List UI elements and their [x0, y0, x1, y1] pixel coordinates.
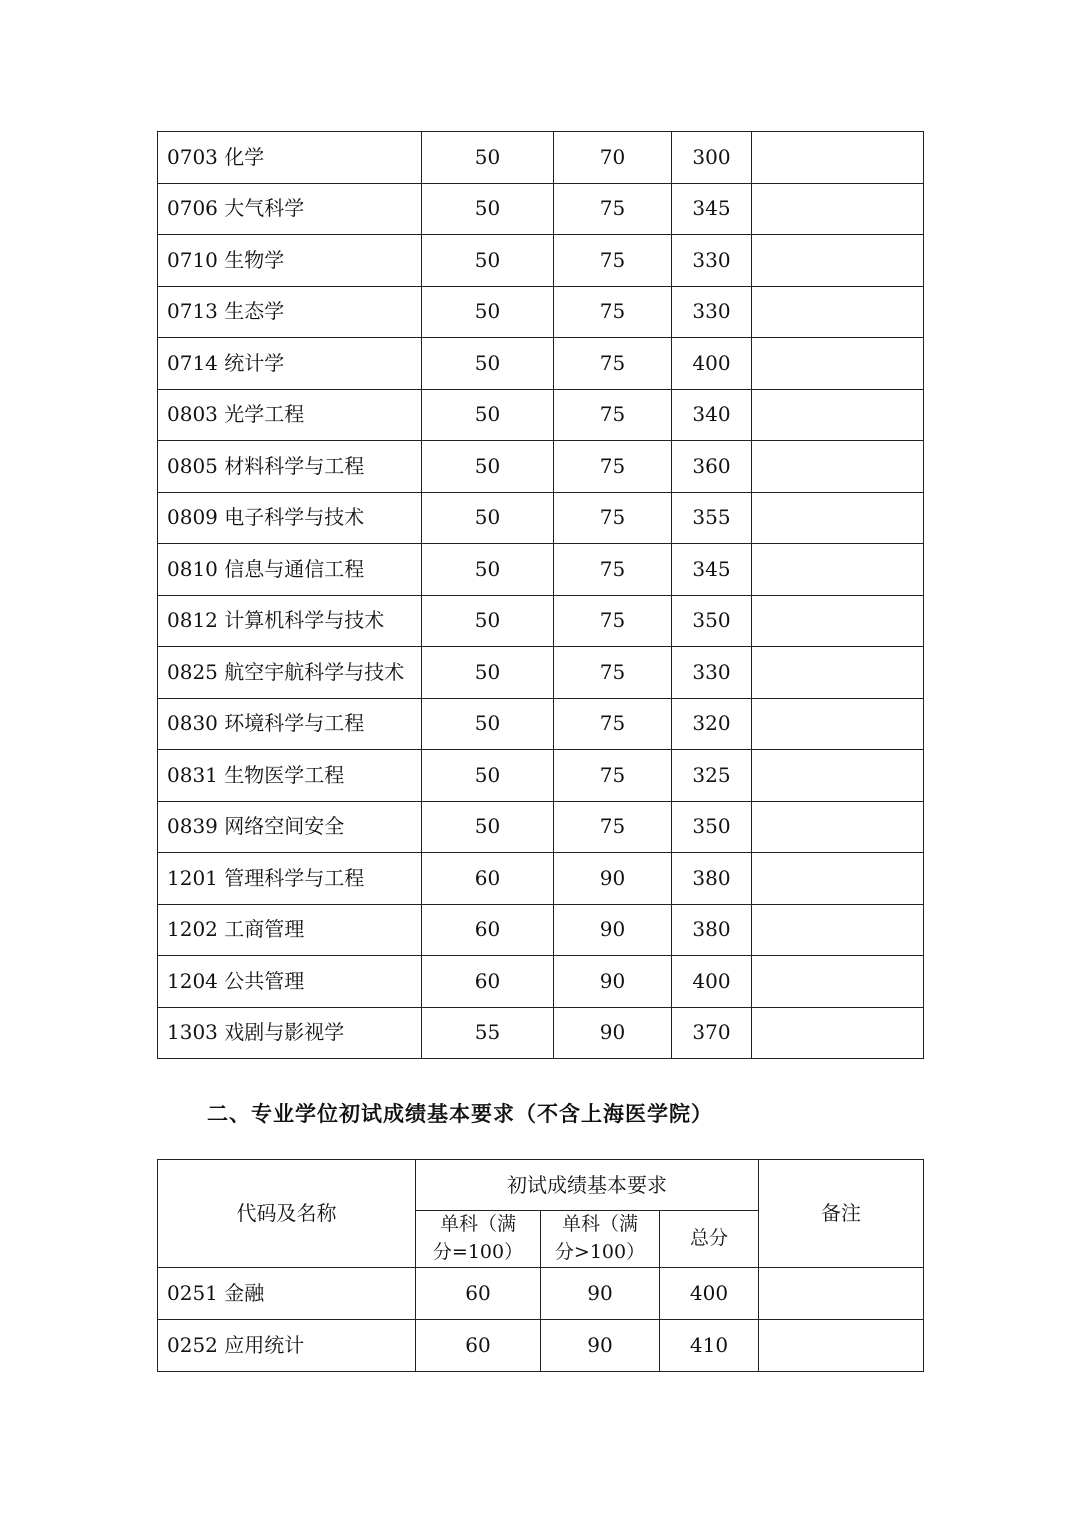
cell-name: 0710 生物学 [158, 235, 422, 287]
professional-degree-section-heading: 二、专业学位初试成绩基本要求（不含上海医学院） [207, 1101, 713, 1126]
cell-name: 0805 材料科学与工程 [158, 441, 422, 493]
cell-single-gt100: 75 [554, 183, 672, 235]
cell-single-100: 60 [416, 1320, 541, 1372]
header-single-gt100-line2: 分>100） [554, 1241, 646, 1263]
cell-single-gt100: 75 [554, 441, 672, 493]
cell-single-gt100: 90 [541, 1320, 660, 1372]
cell-single-gt100: 75 [554, 750, 672, 802]
cell-name: 1201 管理科学与工程 [158, 853, 422, 905]
cell-single-100: 50 [422, 544, 554, 596]
cell-total: 345 [672, 544, 752, 596]
cell-name: 1303 戏剧与影视学 [158, 1007, 422, 1059]
cell-note [752, 544, 924, 596]
cell-single-100: 50 [422, 235, 554, 287]
table-row [158, 544, 924, 596]
cell-total: 380 [672, 853, 752, 905]
cell-total: 370 [672, 1007, 752, 1059]
header-single-100-line2: 分=100） [432, 1241, 524, 1263]
cell-name: 0706 大气科学 [158, 183, 422, 235]
table-row [158, 441, 924, 493]
cell-single-gt100: 90 [554, 904, 672, 956]
table-row [158, 853, 924, 905]
professional-degree-score-table [157, 1159, 924, 1372]
table-row [158, 235, 924, 287]
table-row [158, 801, 924, 853]
cell-single-100: 50 [422, 801, 554, 853]
cell-name: 0251 金融 [158, 1268, 416, 1320]
cell-note [752, 183, 924, 235]
cell-single-100: 50 [422, 492, 554, 544]
cell-total: 320 [672, 698, 752, 750]
header-single-gt100-line1: 单科（满 [561, 1213, 638, 1236]
header-code-name: 代码及名称 [158, 1160, 416, 1268]
cell-note [752, 132, 924, 184]
table-row [158, 595, 924, 647]
cell-total: 300 [672, 132, 752, 184]
cell-note [752, 1007, 924, 1059]
cell-note [752, 904, 924, 956]
cell-total: 400 [672, 956, 752, 1008]
header-single-gt100 [541, 1211, 660, 1268]
cell-single-100: 50 [422, 132, 554, 184]
table-row [158, 698, 924, 750]
cell-single-gt100: 90 [554, 1007, 672, 1059]
cell-name: 0810 信息与通信工程 [158, 544, 422, 596]
cell-single-gt100: 75 [554, 286, 672, 338]
table-row [158, 492, 924, 544]
cell-name: 1202 工商管理 [158, 904, 422, 956]
cell-single-gt100: 70 [554, 132, 672, 184]
cell-single-100: 60 [422, 853, 554, 905]
cell-note [752, 853, 924, 905]
cell-total: 350 [672, 801, 752, 853]
table-row [158, 750, 924, 802]
cell-single-gt100: 75 [554, 801, 672, 853]
header-single-100-line1: 单科（满 [439, 1213, 516, 1236]
cell-single-gt100: 75 [554, 235, 672, 287]
cell-single-gt100: 75 [554, 698, 672, 750]
cell-single-gt100: 90 [541, 1268, 660, 1320]
cell-total: 345 [672, 183, 752, 235]
cell-single-gt100: 75 [554, 647, 672, 699]
cell-total: 330 [672, 647, 752, 699]
cell-note [752, 750, 924, 802]
cell-single-100: 50 [422, 389, 554, 441]
cell-note [752, 389, 924, 441]
cell-name: 0714 统计学 [158, 338, 422, 390]
cell-single-100: 50 [422, 698, 554, 750]
table-row [158, 286, 924, 338]
cell-name: 0703 化学 [158, 132, 422, 184]
cell-single-gt100: 90 [554, 853, 672, 905]
cell-note [752, 338, 924, 390]
table-row [158, 956, 924, 1008]
table-row [158, 904, 924, 956]
cell-total: 400 [660, 1268, 759, 1320]
cell-name: 0831 生物医学工程 [158, 750, 422, 802]
cell-total: 410 [660, 1320, 759, 1372]
cell-name: 0809 电子科学与技术 [158, 492, 422, 544]
cell-single-100: 60 [416, 1268, 541, 1320]
header-requirements [416, 1160, 759, 1211]
header-note: 备注 [759, 1160, 924, 1268]
cell-single-gt100: 90 [554, 956, 672, 1008]
cell-note [759, 1268, 924, 1320]
cell-total: 350 [672, 595, 752, 647]
cell-single-100: 50 [422, 750, 554, 802]
cell-total: 325 [672, 750, 752, 802]
academic-degree-score-table [157, 131, 924, 1059]
cell-single-gt100: 75 [554, 338, 672, 390]
table-row [158, 338, 924, 390]
table-row [158, 1268, 924, 1320]
table-row [158, 132, 924, 184]
cell-note [752, 441, 924, 493]
cell-note [752, 647, 924, 699]
cell-single-100: 50 [422, 441, 554, 493]
table-row [158, 1320, 924, 1372]
cell-note [752, 698, 924, 750]
cell-note [752, 595, 924, 647]
cell-total: 400 [672, 338, 752, 390]
cell-single-100: 55 [422, 1007, 554, 1059]
cell-single-100: 60 [422, 904, 554, 956]
cell-single-gt100: 75 [554, 595, 672, 647]
cell-total: 360 [672, 441, 752, 493]
table-row [158, 183, 924, 235]
cell-name: 0825 航空宇航科学与技术 [158, 647, 422, 699]
cell-total: 355 [672, 492, 752, 544]
cell-single-100: 60 [422, 956, 554, 1008]
cell-total: 380 [672, 904, 752, 956]
cell-note [752, 956, 924, 1008]
cell-single-100: 50 [422, 595, 554, 647]
cell-name: 0252 应用统计 [158, 1320, 416, 1372]
cell-name: 1204 公共管理 [158, 956, 422, 1008]
cell-total: 330 [672, 235, 752, 287]
table-row [158, 1007, 924, 1059]
professional-degree-table-body [158, 1268, 924, 1372]
cell-single-gt100: 75 [554, 389, 672, 441]
cell-name: 0803 光学工程 [158, 389, 422, 441]
cell-name: 0713 生态学 [158, 286, 422, 338]
cell-total: 330 [672, 286, 752, 338]
cell-single-100: 50 [422, 338, 554, 390]
cell-note [759, 1320, 924, 1372]
cell-name: 0839 网络空间安全 [158, 801, 422, 853]
header-single-100 [416, 1211, 541, 1268]
cell-single-100: 50 [422, 183, 554, 235]
cell-total: 340 [672, 389, 752, 441]
cell-single-gt100: 75 [554, 492, 672, 544]
cell-note [752, 235, 924, 287]
cell-note [752, 492, 924, 544]
cell-single-gt100: 75 [554, 544, 672, 596]
cell-name: 0812 计算机科学与技术 [158, 595, 422, 647]
cell-single-100: 50 [422, 647, 554, 699]
cell-name: 0830 环境科学与工程 [158, 698, 422, 750]
cell-note [752, 801, 924, 853]
header-total: 总分 [660, 1211, 759, 1268]
cell-single-100: 50 [422, 286, 554, 338]
cell-note [752, 286, 924, 338]
academic-degree-table-body [158, 132, 924, 1059]
table-row [158, 647, 924, 699]
header-requirements-label: 初试成绩基本要求 [507, 1172, 668, 1197]
table-row [158, 389, 924, 441]
